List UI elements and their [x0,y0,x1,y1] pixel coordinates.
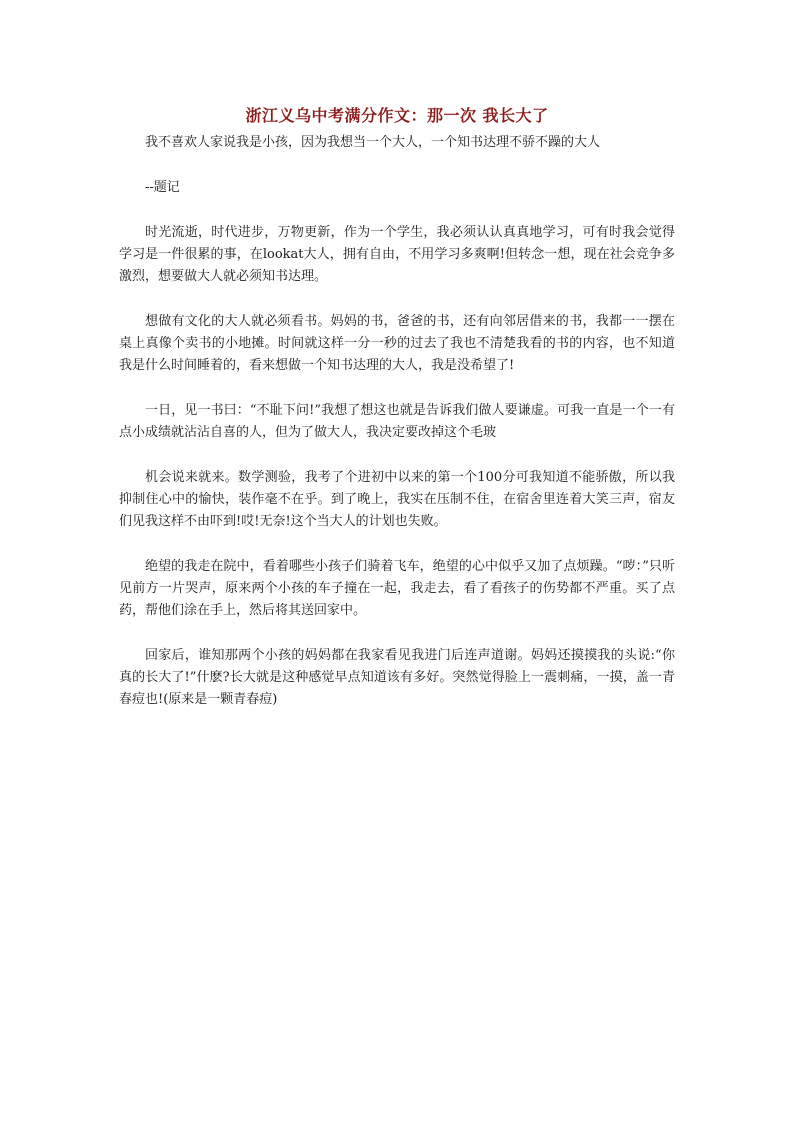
paragraph: 时光流逝，时代进步，万物更新，作为一个学生，我必须认认真真地学习，可有时我会觉得学习是一件很累的事，在lookat大人，拥有自由，不用学习多爽啊!但转念一想，现在社会竞争多激烈，想要做大人就必须知书达理。 [119,225,675,284]
paragraph: 回家后，谁知那两个小孩的妈妈都在我家看见我进门后连声道谢。妈妈还摸摸我的头说:“你真的长大了!”什麽?长大就是这种感觉早点知道该有多好。突然觉得脸上一震刺痛，一摸，盖一青春痘也!(原来是一颗青春痘) [119,648,675,707]
paragraph: 机会说来就来。数学测验，我考了个进初中以来的第一个100分可我知道不能骄傲，所以我抑制住心中的愉快，装作毫不在乎。到了晚上，我实在压制不住，在宿舍里连着大笑三声，宿友们见我这样不由吓到!哎!无奈!这个当大人的计划也失败。 [119,470,675,529]
document-page [119,104,675,734]
paragraph: 绝望的我走在院中，看着哪些小孩子们骑着飞车，绝望的心中似乎又加了点烦躁。“哕：”只听见前方一片哭声，原来两个小孩的车子撞在一起，我走去，看了看孩子的伤势都不严重。买了点药，帮他们涂在手上，然后将其送回家中。 [119,559,675,618]
document-title: 浙江义乌中考满分作文：那一次 我长大了 [245,106,549,125]
epigraph: 我不喜欢人家说我是小孩，因为我想当一个大人，一个知书达理不骄不躁的大人 [145,135,601,150]
paragraph: 想做有文化的大人就必须看书。妈妈的书，爸爸的书，还有向邻居借来的书，我都一一摆在桌上真像个卖书的小地摊。时间就这样一分一秒的过去了我也不清楚我看的书的内容，也不知道我是什么时间睡着的，看来想做一个知书达理的大人，我是没希望了! [119,314,675,373]
paragraph: 一日，见一书曰：“不耻下问!”我想了想这也就是告诉我们做人要谦虚。可我一直是一个一有点小成绩就沾沾自喜的人，但为了做大人，我决定要改掉这个毛玻 [119,403,675,440]
epigraph-sign: --题记 [145,180,180,195]
